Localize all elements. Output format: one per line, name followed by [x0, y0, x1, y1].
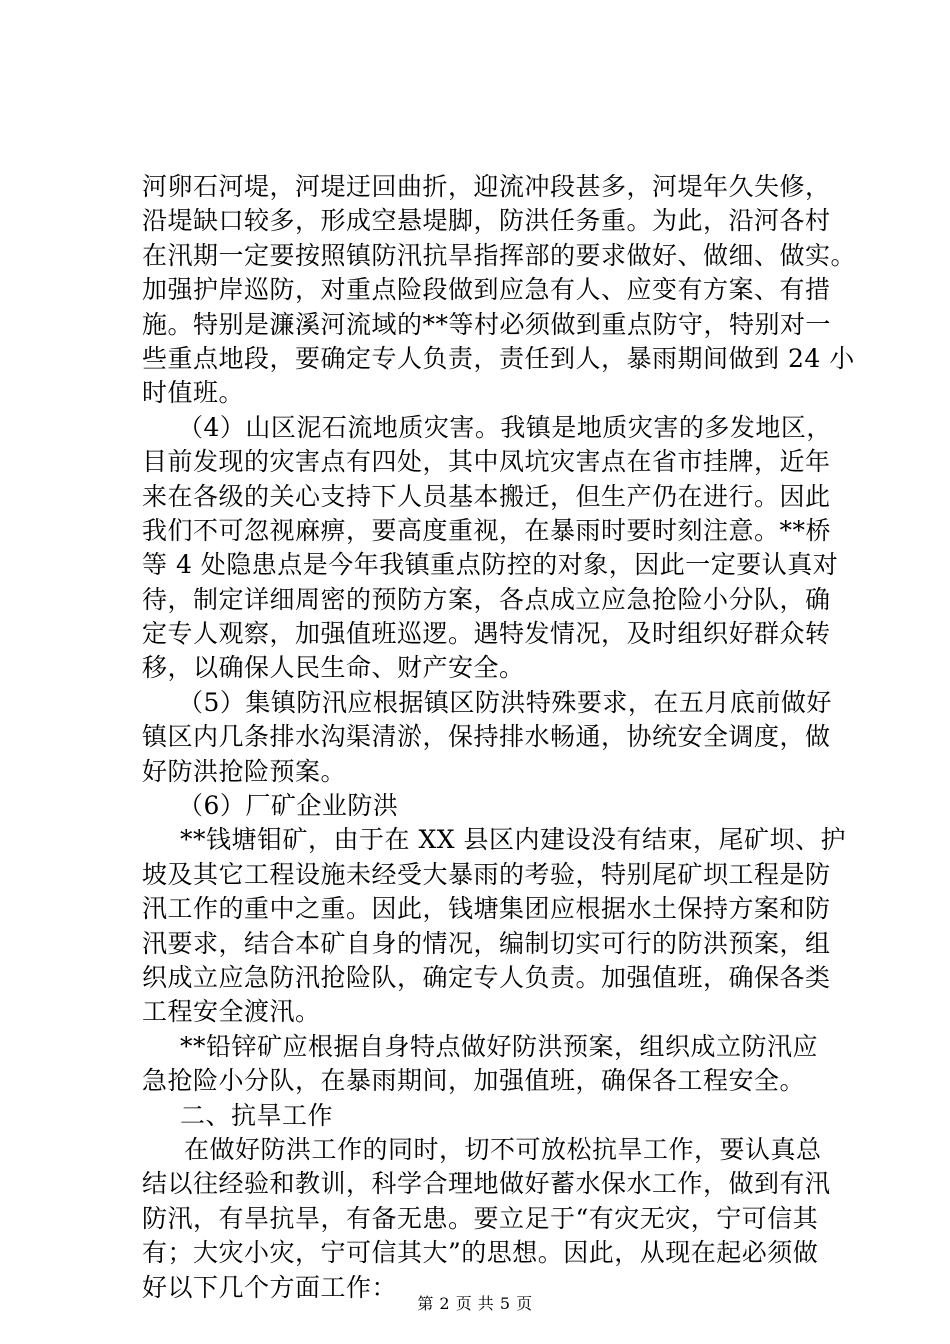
text-line: 工程安全渡汛。: [142, 997, 321, 1027]
text-line: 施。特别是濂溪河流域的**等村必须做到重点防守，特别对一: [142, 309, 832, 339]
text-line: 等 4 处隐患点是今年我镇重点防控的对象，因此一定要认真对: [142, 550, 839, 580]
text-line: 结以往经验和教训，科学合理地做好蓄水保水工作，做到有汛: [142, 1169, 831, 1199]
paragraph-start-line: （5）集镇防汛应根据镇区防洪特殊要求，在五月底前做好: [178, 687, 832, 717]
text-line: 些重点地段，要确定专人负责，责任到人，暴雨期间做到 24 小: [142, 343, 855, 373]
page-number-footer: 第 2 页 共 5 页: [417, 1294, 533, 1313]
text-line: 在汛期一定要按照镇防汛抗旱指挥部的要求做好、做细、做实。: [142, 240, 857, 270]
text-line: 沿堤缺口较多，形成空悬堤脚，防洪任务重。为此，沿河各村: [142, 206, 831, 236]
text-line: 来在各级的关心支持下人员基本搬迁，但生产仍在进行。因此: [142, 481, 831, 511]
section-heading: （6）厂矿企业防洪: [178, 791, 399, 821]
text-line: 汛工作的重中之重。因此，钱塘集团应根据水土保持方案和防: [142, 894, 831, 924]
text-line: 河卵石河堤，河堤迂回曲折，迎流冲段甚多，河堤年久失修，: [142, 172, 831, 201]
text-line: 目前发现的灾害点有四处，其中凤坑灾害点在省市挂牌，近年: [142, 447, 831, 477]
text-line: 我们不可忽视麻痹，要高度重视，在暴雨时要时刻注意。**桥: [142, 515, 832, 545]
text-line: 坡及其它工程设施未经受大暴雨的考验，特别尾矿坝工程是防: [142, 859, 831, 889]
text-line: 有；大灾小灾，宁可信其大”的思想。因此，从现在起必须做: [142, 1238, 819, 1268]
text-line: 镇区内几条排水沟渠清淤，保持排水畅通，协统安全调度，做: [142, 722, 831, 752]
text-line: 织成立应急防汛抢险队，确定专人负责。加强值班，确保各类: [142, 962, 831, 992]
paragraph-start-line: 在做好防洪工作的同时，切不可放松抗旱工作，要认真总: [184, 1134, 822, 1164]
paragraph-start-line: （4）山区泥石流地质灾害。我镇是地质灾害的多发地区，: [178, 412, 832, 442]
text-line: 急抢险小分队，在暴雨期间，加强值班，确保各工程安全。: [142, 1066, 806, 1096]
text-line: 移，以确保人民生命、财产安全。: [142, 653, 525, 683]
text-line: 时值班。: [142, 378, 245, 408]
text-line: 定专人观察，加强值班巡逻。遇特发情况，及时组织好群众转: [142, 619, 831, 649]
document-body: [142, 170, 857, 1305]
text-line: 好以下几个方面工作：: [142, 1272, 398, 1302]
paragraph-start-line: **钱塘钼矿，由于在 XX 县区内建设没有结束，尾矿坝、护: [180, 825, 846, 855]
paragraph-start-line: **铅锌矿应根据自身特点做好防洪预案，组织成立防汛应: [180, 1031, 819, 1061]
text-line: 待，制定详细周密的预防方案，各点成立应急抢险小分队，确: [142, 584, 831, 614]
text-line: 防汛，有旱抗旱，有备无患。要立足于“有灾无灾，宁可信其: [142, 1203, 819, 1233]
text-line: 汛要求，结合本矿自身的情况，编制切实可行的防洪预案，组: [142, 928, 831, 958]
text-line: 加强护岸巡防，对重点险段做到应急有人、应变有方案、有措: [142, 275, 831, 305]
text-line: 好防洪抢险预案。: [142, 756, 347, 786]
section-heading: 二、抗旱工作: [180, 1100, 334, 1130]
